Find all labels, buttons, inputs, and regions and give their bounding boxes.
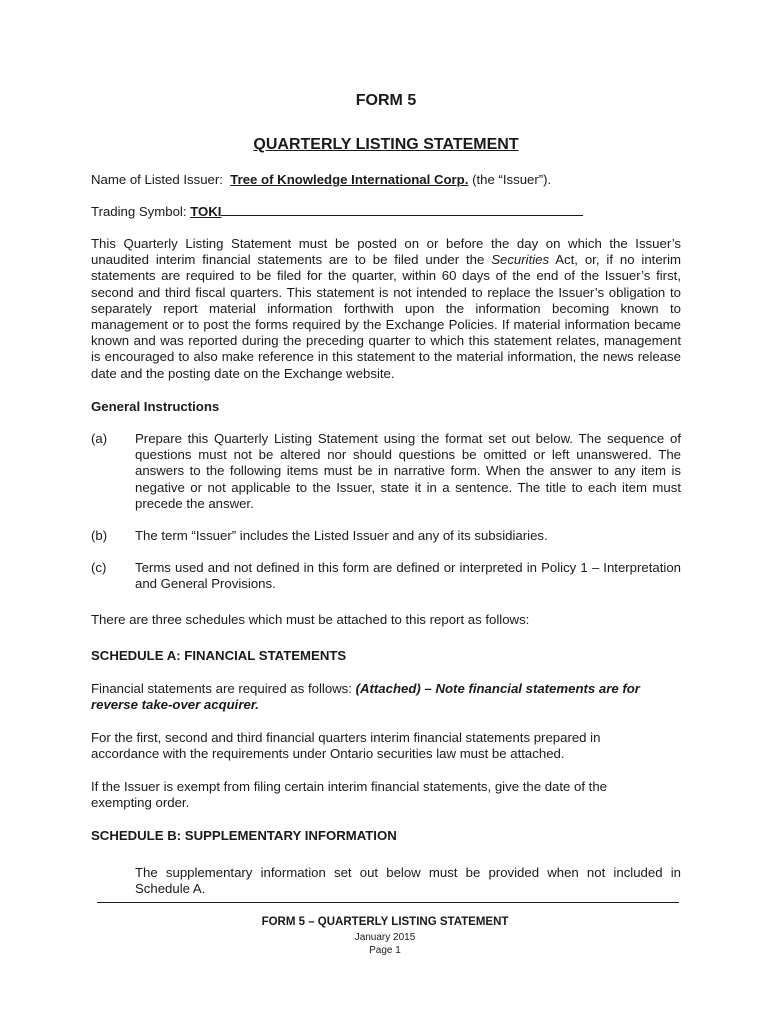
issuer-name: Tree of Knowledge International Corp. <box>230 172 469 187</box>
trading-symbol-line <box>91 203 583 220</box>
issuer-line <box>91 172 551 188</box>
schedule-a-paragraph-2: For the first, second and third financial quarters interim financial statements prepared in accordance with the requirements under Ontario securities law must be attached. <box>91 730 601 762</box>
general-instructions-heading: General Instructions <box>91 399 220 414</box>
schedule-b-heading: SCHEDULE B: SUPPLEMENTARY INFORMATION <box>91 828 397 843</box>
schedule-a-paragraph-3: If the Issuer is exempt from filing certain interim financial statements, give the date of the exempting order. <box>91 779 608 811</box>
instruction-label: (c) <box>91 560 107 575</box>
instruction-text: Prepare this Quarterly Listing Statement using the format set out below. The sequence of questions must not be altered nor should questions be omitted or left unanswered. The answers to the following items must be in narrative form. When the answer to any item is negative or not applicable to the Issuer, state it in a sentence. The title to each item must precede the answer. <box>135 431 681 511</box>
schedules-note: There are three schedules which must be attached to this report as follows: <box>91 612 530 627</box>
trading-symbol-label: Trading Symbol: <box>91 204 187 219</box>
footer-divider <box>97 902 679 903</box>
issuer-suffix: (the “Issuer”). <box>472 172 552 187</box>
instruction-label: (a) <box>91 431 108 446</box>
trading-symbol-underline <box>221 203 583 216</box>
schedule-a-heading: SCHEDULE A: FINANCIAL STATEMENTS <box>91 648 347 663</box>
trading-symbol-value: TOKI <box>190 204 222 219</box>
instruction-text: Terms used and not defined in this form are defined or interpreted in Policy 1 – Interpretation and General Provisions. <box>135 560 681 592</box>
issuer-label: Name of Listed Issuer: <box>91 172 223 187</box>
footer-title: FORM 5 – QUARTERLY LISTING STATEMENT <box>261 916 509 928</box>
footer-page-number: Page 1 <box>369 945 401 956</box>
intro-paragraph <box>91 236 681 382</box>
schedule-a-required-text: Financial statements are required as follows: <box>91 681 356 696</box>
intro-text-part1: This Quarterly Listing Statement must be posted on or before the day on which the Issuer’s unaudited interim financial statements are to be filed under the <box>91 236 681 268</box>
intro-text-part2: Act, or, if no interim statements are required to be filed for the quarter, within 60 days of the end of the Issuer’s first, second and third fiscal quarters. This statement is not intended to replace the Issuer’s obligation to separately report material information forthwith upon the information becoming known to management or to post the forms required by the Exchange Policies. If material information became known and was reported during the preceding quarter to which this statement relates, management is encouraged to also make reference in this statement to the material information, the news release date and the posting date on the Exchange website. <box>91 252 681 381</box>
schedule-b-paragraph-1: The supplementary information set out below must be provided when not included in Schedule A. <box>135 865 681 897</box>
footer-date: January 2015 <box>354 932 416 943</box>
intro-securities-word: Securities <box>491 252 550 268</box>
instruction-text: The term “Issuer” includes the Listed Issuer and any of its subsidiaries. <box>135 528 548 543</box>
schedule-a-required <box>91 681 681 713</box>
page-title: QUARTERLY LISTING STATEMENT <box>253 136 519 153</box>
instruction-label: (b) <box>91 528 108 543</box>
schedule-a-required-emphasis: (Attached) – Note financial statements are for reverse take-over acquirer. <box>91 681 640 713</box>
form-number: FORM 5 <box>355 92 417 109</box>
